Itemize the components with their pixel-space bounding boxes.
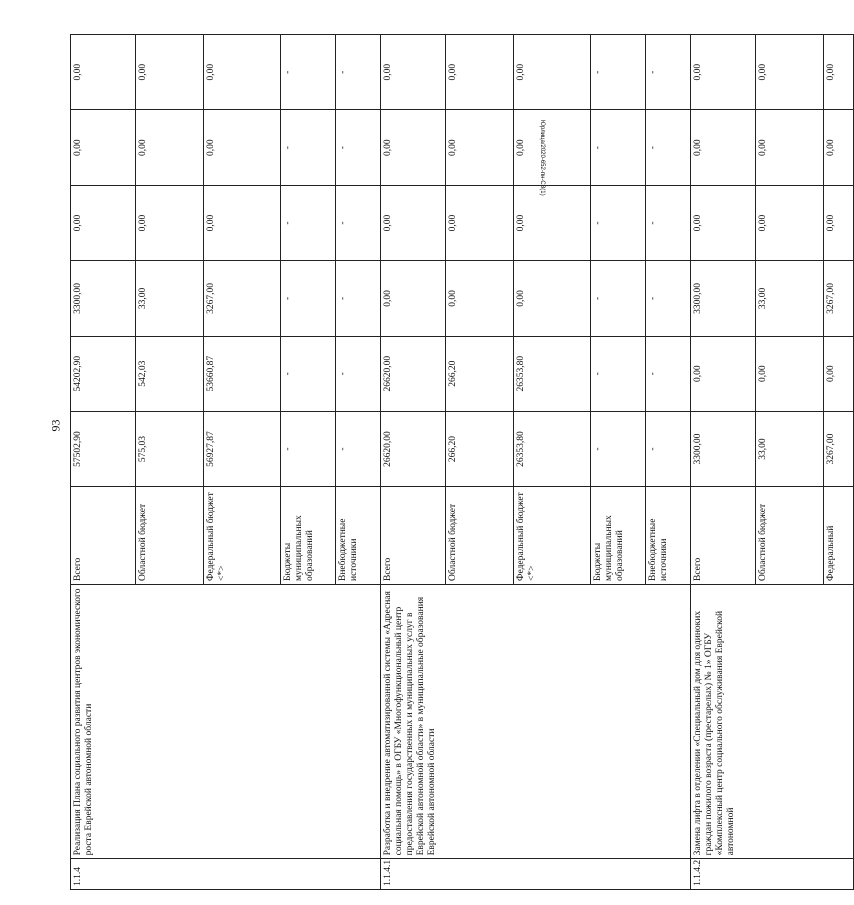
funding-value: 3300,00: [691, 411, 756, 486]
funding-value: -: [591, 336, 646, 411]
funding-value: 0,00: [446, 185, 514, 260]
funding-value: 0,00: [71, 185, 136, 260]
funding-value: 0,00: [691, 185, 756, 260]
funding-value: 0,00: [824, 110, 854, 185]
row-code: 1.1.4.1: [381, 859, 691, 890]
funding-value: 53660,87: [204, 336, 281, 411]
table-row: [691, 35, 756, 890]
funding-source: Всего: [71, 487, 136, 585]
funding-value: 0,00: [514, 35, 591, 110]
funding-table: [70, 34, 854, 890]
funding-value: 0,00: [204, 185, 281, 260]
funding-value: 575,03: [136, 411, 204, 486]
funding-source: Бюджеты муниципальных образований: [591, 487, 646, 585]
funding-value: -: [336, 110, 381, 185]
row-title: Реализация Плана социального развития центров экономического роста Еврейской автономной области: [71, 585, 381, 859]
funding-value: -: [646, 185, 691, 260]
funding-source: Федеральный бюджет <*>: [514, 487, 591, 585]
funding-value: -: [646, 336, 691, 411]
funding-value: 0,00: [446, 35, 514, 110]
funding-value: 26353,80: [514, 336, 591, 411]
funding-value: 0,00: [824, 336, 854, 411]
funding-value: 33,00: [136, 261, 204, 336]
funding-value: -: [336, 336, 381, 411]
funding-value: 0,00: [756, 110, 824, 185]
funding-value: -: [591, 261, 646, 336]
page-number: 93: [48, 419, 63, 432]
funding-value: -: [281, 336, 336, 411]
row-title: Замена лифта в отделении «Специальный дом для одиноких граждан пожилого возраста (престарелых) № 1» ОГБУ «Комплексный центр социального обслуживания Еврейской автономной: [691, 585, 854, 859]
table-row: [381, 35, 446, 890]
funding-value: 0,00: [756, 35, 824, 110]
funding-value: 0,00: [136, 35, 204, 110]
funding-value: -: [336, 35, 381, 110]
funding-value: 0,00: [136, 185, 204, 260]
funding-source: Федеральный: [824, 487, 854, 585]
funding-value: 0,00: [204, 35, 281, 110]
funding-value: -: [646, 35, 691, 110]
funding-source: Внебюджетные источники: [336, 487, 381, 585]
funding-value: -: [591, 185, 646, 260]
funding-value: 266,20: [446, 411, 514, 486]
funding-value: 0,00: [824, 35, 854, 110]
funding-value: -: [336, 411, 381, 486]
funding-value: -: [336, 185, 381, 260]
funding-value: 26620,00: [381, 411, 446, 486]
funding-value: 266,20: [446, 336, 514, 411]
funding-value: 3267,00: [824, 261, 854, 336]
funding-value: -: [591, 35, 646, 110]
funding-value: 54202,90: [71, 336, 136, 411]
funding-value: 26620,00: [381, 336, 446, 411]
funding-value: -: [281, 261, 336, 336]
funding-table-body: [71, 35, 854, 890]
funding-value: 0,00: [71, 35, 136, 110]
funding-value: 33,00: [756, 411, 824, 486]
funding-value: 0,00: [691, 110, 756, 185]
funding-value: -: [646, 110, 691, 185]
funding-value: -: [646, 411, 691, 486]
funding-value: 542,03: [136, 336, 204, 411]
funding-value: -: [336, 261, 381, 336]
row-code: 1.1.4.2: [691, 859, 854, 890]
funding-value: 3267,00: [204, 261, 281, 336]
funding-value: 0,00: [756, 185, 824, 260]
funding-value: 3300,00: [71, 261, 136, 336]
funding-value: 0,00: [514, 185, 591, 260]
funding-value: -: [646, 261, 691, 336]
funding-value: 0,00: [756, 336, 824, 411]
funding-source: Бюджеты муниципальных образований: [281, 487, 336, 585]
funding-value: 26353,80: [514, 411, 591, 486]
funding-value: 0,00: [514, 261, 591, 336]
funding-source: Областной бюджет: [756, 487, 824, 585]
funding-source: Областной бюджет: [446, 487, 514, 585]
row-title: Разработка и внедрение автоматизированной системы «Адресная социальная помощь» в ОГБУ «Многофункциональный центр предоставления государственных и муниципальных услуг в Еврейской автономной области» в муниципальные образования Еврейской автономной области: [381, 585, 691, 859]
footer-code: Юрлица/2020-652-пн-СЗ(1): [539, 120, 545, 196]
funding-value: 56927,87: [204, 411, 281, 486]
funding-source: Всего: [381, 487, 446, 585]
funding-value: 0,00: [691, 336, 756, 411]
funding-value: 0,00: [514, 110, 591, 185]
funding-value: 0,00: [381, 261, 446, 336]
funding-source: Федеральный бюджет <*>: [204, 487, 281, 585]
funding-value: 0,00: [136, 110, 204, 185]
funding-value: -: [281, 185, 336, 260]
funding-value: -: [281, 110, 336, 185]
funding-value: 33,00: [756, 261, 824, 336]
funding-value: 0,00: [381, 185, 446, 260]
funding-source: Внебюджетные источники: [646, 487, 691, 585]
rotated-table-container: [70, 34, 836, 890]
row-code: 1.1.4: [71, 859, 381, 890]
funding-value: 57502,90: [71, 411, 136, 486]
funding-value: 0,00: [381, 35, 446, 110]
funding-value: 0,00: [204, 110, 281, 185]
funding-value: 3300,00: [691, 261, 756, 336]
funding-value: 0,00: [691, 35, 756, 110]
funding-value: -: [591, 110, 646, 185]
funding-source: Областной бюджет: [136, 487, 204, 585]
funding-value: 0,00: [71, 110, 136, 185]
funding-value: 3267,00: [824, 411, 854, 486]
funding-value: 0,00: [446, 110, 514, 185]
funding-value: -: [281, 411, 336, 486]
funding-value: -: [591, 411, 646, 486]
funding-value: 0,00: [446, 261, 514, 336]
funding-value: 0,00: [824, 185, 854, 260]
table-row: [71, 35, 136, 890]
funding-value: 0,00: [381, 110, 446, 185]
funding-source: Всего: [691, 487, 756, 585]
funding-value: -: [281, 35, 336, 110]
